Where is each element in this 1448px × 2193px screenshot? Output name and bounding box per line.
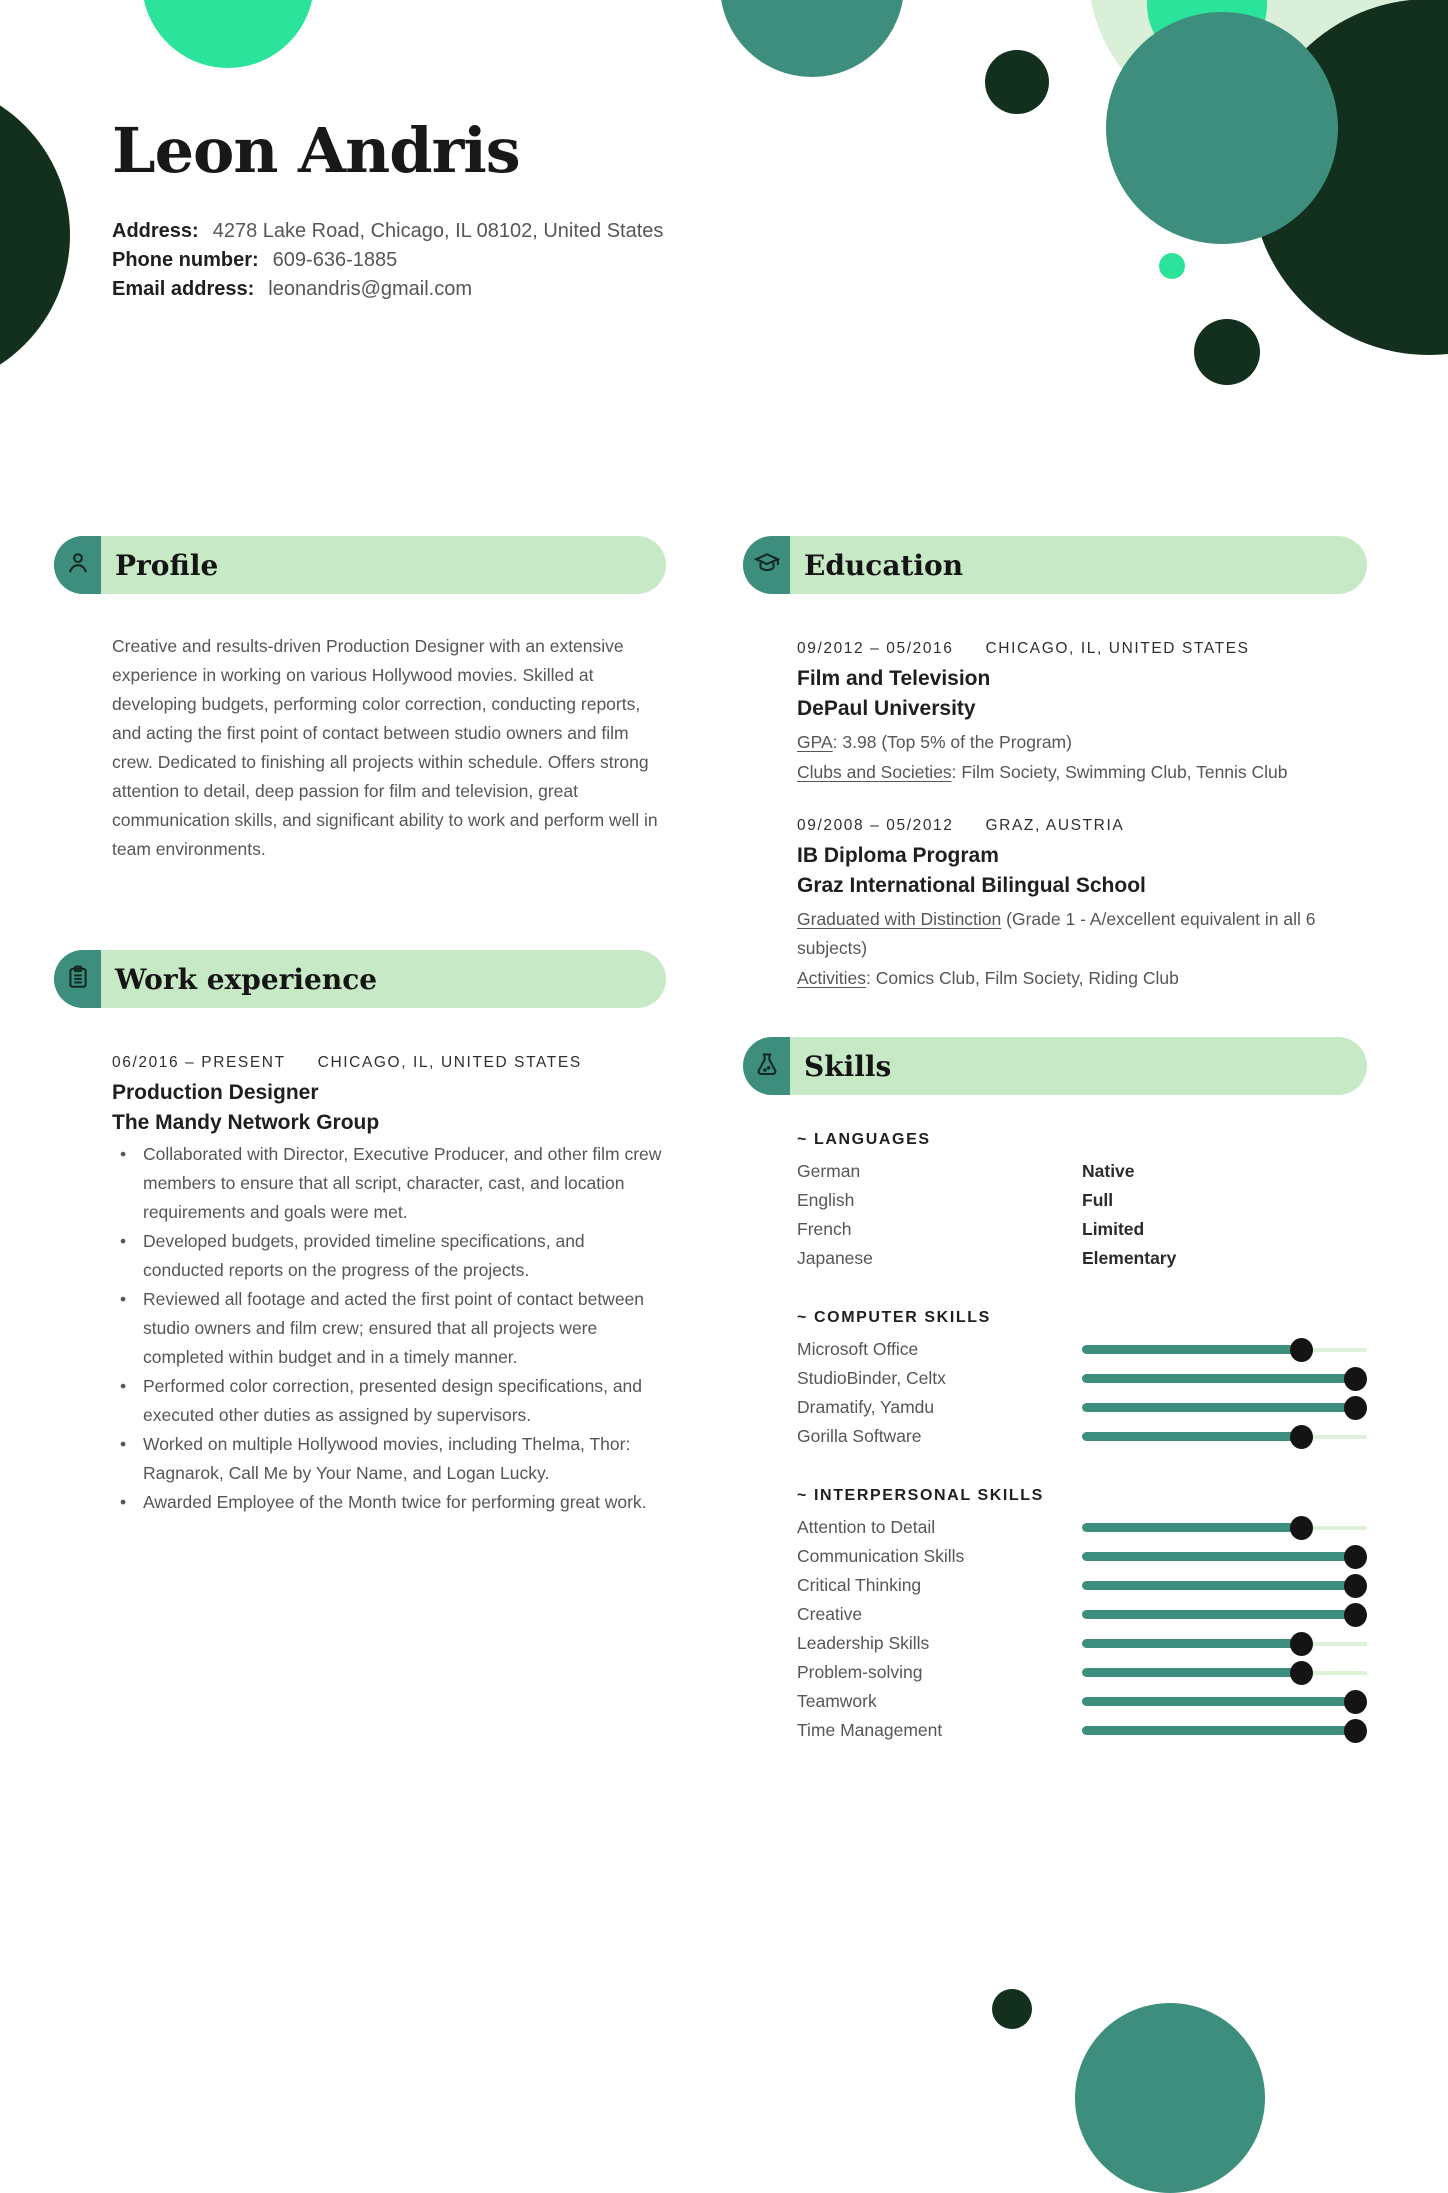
skill-name: Leadership Skills xyxy=(797,1633,930,1653)
right-column xyxy=(743,536,1367,1745)
work-bullet: • Developed budgets, provided timeline specifications, and conducted reports on the progress of the projects. xyxy=(112,1227,666,1285)
skill-row xyxy=(797,1542,1353,1571)
decorative-circle-teal-right xyxy=(1106,12,1338,244)
contact-label: Address: xyxy=(112,220,199,243)
profile-summary: Creative and results-driven Production Designer with an extensive experience in working on various Hollywood movies. Skilled at developing budgets, performing color correction, conducting reports, and acting the first point of contact between studio owners and film crew. Dedicated to finishing all projects within schedule. Offers strong attention to detail, deep passion for film and television, great communication skills, and significant ability to work and perform well in team environments. xyxy=(112,636,658,859)
slider-fill xyxy=(1082,1552,1356,1561)
section-header-education xyxy=(743,536,1367,594)
slider-fill xyxy=(1082,1581,1356,1590)
skill-row xyxy=(797,1571,1353,1600)
skill-row xyxy=(797,1393,1353,1422)
group-heading-computer-skills: ~ COMPUTER SKILLS xyxy=(797,1309,991,1326)
skill-group-languages xyxy=(797,1131,1353,1273)
section-icon-cap xyxy=(743,536,790,594)
education-details xyxy=(797,905,1353,993)
group-heading-interpersonal-skills: ~ INTERPERSONAL SKILLS xyxy=(797,1487,1044,1504)
slider-knob xyxy=(1290,1516,1313,1540)
skill-row xyxy=(797,1658,1353,1687)
slider-fill xyxy=(1082,1697,1356,1706)
section-title-education: Education xyxy=(804,548,964,582)
section-title-profile: Profile xyxy=(115,548,219,582)
slider-knob xyxy=(1290,1338,1313,1362)
skill-name: Time Management xyxy=(797,1720,943,1740)
skill-row xyxy=(797,1629,1353,1658)
contact-address xyxy=(112,217,663,246)
slider-fill xyxy=(1082,1523,1301,1532)
skill-level-slider xyxy=(1082,1658,1367,1687)
skill-level-slider xyxy=(1082,1629,1367,1658)
slider-knob xyxy=(1344,1396,1367,1420)
left-column xyxy=(54,536,666,1517)
work-role: Production Designer xyxy=(112,1081,319,1104)
language-name: German xyxy=(797,1161,861,1181)
skill-name: Teamwork xyxy=(797,1691,877,1711)
section-header-skills xyxy=(743,1037,1367,1095)
slider-fill xyxy=(1082,1610,1356,1619)
skill-name: Attention to Detail xyxy=(797,1517,936,1537)
education-entry xyxy=(797,640,1353,787)
contact-block xyxy=(112,217,663,304)
slider-fill xyxy=(1082,1639,1301,1648)
skill-row xyxy=(797,1600,1353,1629)
language-name: English xyxy=(797,1190,855,1210)
decorative-circle-teal-top xyxy=(720,0,904,77)
education-dates: 09/2012 – 05/2016 xyxy=(797,640,954,657)
work-dateline xyxy=(112,1054,666,1072)
skill-row xyxy=(797,1422,1353,1451)
contact-value: 609-636-1885 xyxy=(272,249,398,272)
skill-name: Dramatify, Yamdu xyxy=(797,1397,935,1417)
work-bullet: • Collaborated with Director, Executive Producer, and other film crew members to ensure that all script, character, cast, and location requirements and goals were met. xyxy=(112,1140,666,1227)
slider-fill xyxy=(1082,1403,1356,1412)
slider-knob xyxy=(1344,1690,1367,1714)
contact-value: leonandris@gmail.com xyxy=(268,278,473,301)
section-title-skills: Skills xyxy=(804,1049,892,1083)
detail-text: (Grade 1 - A/excellent equivalent in all 6 subjects) xyxy=(797,909,1316,958)
slider-knob xyxy=(1290,1632,1313,1656)
skill-level-slider xyxy=(1082,1513,1367,1542)
skill-level-slider xyxy=(1082,1335,1367,1364)
language-name: French xyxy=(797,1219,852,1239)
section-icon-cap xyxy=(743,1037,790,1095)
section-icon-cap xyxy=(54,536,101,594)
detail-label: GPA xyxy=(797,732,833,752)
work-location: CHICAGO, IL, UNITED STATES xyxy=(317,1054,582,1071)
skill-name: StudioBinder, Celtx xyxy=(797,1368,946,1388)
detail-text: : Film Society, Swimming Club, Tennis Club xyxy=(951,762,1288,782)
education-detail-line xyxy=(797,758,1353,787)
slider-knob xyxy=(1290,1425,1313,1449)
work-bullet: • Worked on multiple Hollywood movies, including Thelma, Thor: Ragnarok, Call Me by Your Name, and Logan Lucky. xyxy=(112,1430,666,1488)
slider-knob xyxy=(1344,1603,1367,1627)
clipboard-icon xyxy=(65,964,91,995)
education-detail-line xyxy=(797,905,1353,963)
work-bullet: • Reviewed all footage and acted the first point of contact between studio owners and film crew; ensured that all projects were completed within budget and in a timely manner. xyxy=(112,1285,666,1372)
work-bullet: • Performed color correction, presented design specifications, and executed other duties as assigned by supervisors. xyxy=(112,1372,666,1430)
skill-level-slider xyxy=(1082,1393,1367,1422)
detail-label: Graduated with Distinction xyxy=(797,909,1002,929)
education-location: GRAZ, AUSTRIA xyxy=(985,817,1125,834)
education-degree: Film and Television xyxy=(797,667,991,690)
slider-fill xyxy=(1082,1668,1301,1677)
skill-row xyxy=(797,1716,1353,1745)
flask-icon xyxy=(754,1051,780,1082)
work-bullet: • Awarded Employee of the Month twice for performing great work. xyxy=(112,1488,666,1517)
education-school: DePaul University xyxy=(797,697,976,720)
work-entry xyxy=(112,1054,666,1517)
skill-group-computer xyxy=(797,1309,1353,1451)
language-level: Full xyxy=(1082,1190,1114,1210)
decorative-circle-dark-small-right xyxy=(1194,319,1260,385)
skill-name: Problem-solving xyxy=(797,1662,923,1682)
detail-label: Clubs and Societies xyxy=(797,762,952,782)
education-details xyxy=(797,728,1353,787)
section-header-profile xyxy=(54,536,666,594)
section-icon-cap xyxy=(54,950,101,1008)
slider-knob xyxy=(1344,1574,1367,1598)
skill-row xyxy=(797,1687,1353,1716)
skill-level-slider xyxy=(1082,1542,1367,1571)
decorative-circle-green-top-left xyxy=(142,0,314,68)
work-company: The Mandy Network Group xyxy=(112,1111,380,1134)
skill-name: Critical Thinking xyxy=(797,1575,922,1595)
decorative-circle-dark-left xyxy=(0,80,70,390)
decorative-circle-dark-small-top xyxy=(985,50,1049,114)
skill-group-interpersonal xyxy=(797,1487,1353,1745)
decorative-circle-teal-bottom xyxy=(1075,2003,1265,2193)
skill-level-slider xyxy=(1082,1422,1367,1451)
education-dateline xyxy=(797,817,1353,835)
work-bullet-list xyxy=(112,1140,666,1517)
slider-fill xyxy=(1082,1726,1356,1735)
detail-label: Activities xyxy=(797,968,867,988)
decorative-circle-dark-bottom xyxy=(992,1989,1032,2029)
skill-level-slider xyxy=(1082,1600,1367,1629)
group-heading-languages: ~ LANGUAGES xyxy=(797,1131,931,1148)
slider-knob xyxy=(1344,1545,1367,1569)
candidate-name: Leon Andris xyxy=(112,114,520,187)
detail-text: : Comics Club, Film Society, Riding Club xyxy=(866,968,1179,988)
contact-label: Email address: xyxy=(112,278,255,301)
skill-name: Microsoft Office xyxy=(797,1339,919,1359)
language-level: Native xyxy=(1082,1161,1135,1181)
slider-knob xyxy=(1290,1661,1313,1685)
contact-phone xyxy=(112,246,663,275)
skill-name: Gorilla Software xyxy=(797,1426,922,1446)
contact-label: Phone number: xyxy=(112,249,259,272)
slider-fill xyxy=(1082,1374,1356,1383)
slider-knob xyxy=(1344,1719,1367,1743)
work-dates: 06/2016 – PRESENT xyxy=(112,1054,286,1071)
education-location: CHICAGO, IL, UNITED STATES xyxy=(985,640,1250,657)
skill-row xyxy=(797,1364,1353,1393)
education-dates: 09/2008 – 05/2012 xyxy=(797,817,954,834)
language-name: Japanese xyxy=(797,1248,873,1268)
skill-level-slider xyxy=(1082,1716,1367,1745)
skill-row xyxy=(797,1513,1353,1542)
skill-level-slider xyxy=(1082,1364,1367,1393)
slider-knob xyxy=(1344,1367,1367,1391)
skill-level-slider xyxy=(1082,1571,1367,1600)
education-entry xyxy=(797,817,1353,993)
language-level: Limited xyxy=(1082,1219,1145,1239)
education-school: Graz International Bilingual School xyxy=(797,874,1146,897)
skill-name: Creative xyxy=(797,1604,863,1624)
slider-fill xyxy=(1082,1345,1301,1354)
section-title-work-experience: Work experience xyxy=(115,962,378,996)
language-row xyxy=(797,1244,1353,1273)
resume-header xyxy=(112,114,664,304)
language-row xyxy=(797,1157,1353,1186)
contact-email xyxy=(112,275,663,304)
language-row xyxy=(797,1186,1353,1215)
education-detail-line xyxy=(797,728,1353,757)
skill-row xyxy=(797,1335,1353,1364)
language-row xyxy=(797,1215,1353,1244)
decorative-circle-mint-dot xyxy=(1159,253,1185,279)
graduation-cap-icon xyxy=(754,550,780,581)
person-icon xyxy=(65,550,91,581)
section-header-work-experience xyxy=(54,950,666,1008)
skill-name: Communication Skills xyxy=(797,1546,965,1566)
education-detail-line xyxy=(797,964,1353,993)
contact-value: 4278 Lake Road, Chicago, IL 08102, United States xyxy=(212,220,664,243)
detail-text: : 3.98 (Top 5% of the Program) xyxy=(832,732,1072,752)
skill-level-slider xyxy=(1082,1687,1367,1716)
education-degree: IB Diploma Program xyxy=(797,844,999,867)
education-dateline xyxy=(797,640,1353,658)
slider-fill xyxy=(1082,1432,1301,1441)
language-level: Elementary xyxy=(1082,1248,1177,1268)
